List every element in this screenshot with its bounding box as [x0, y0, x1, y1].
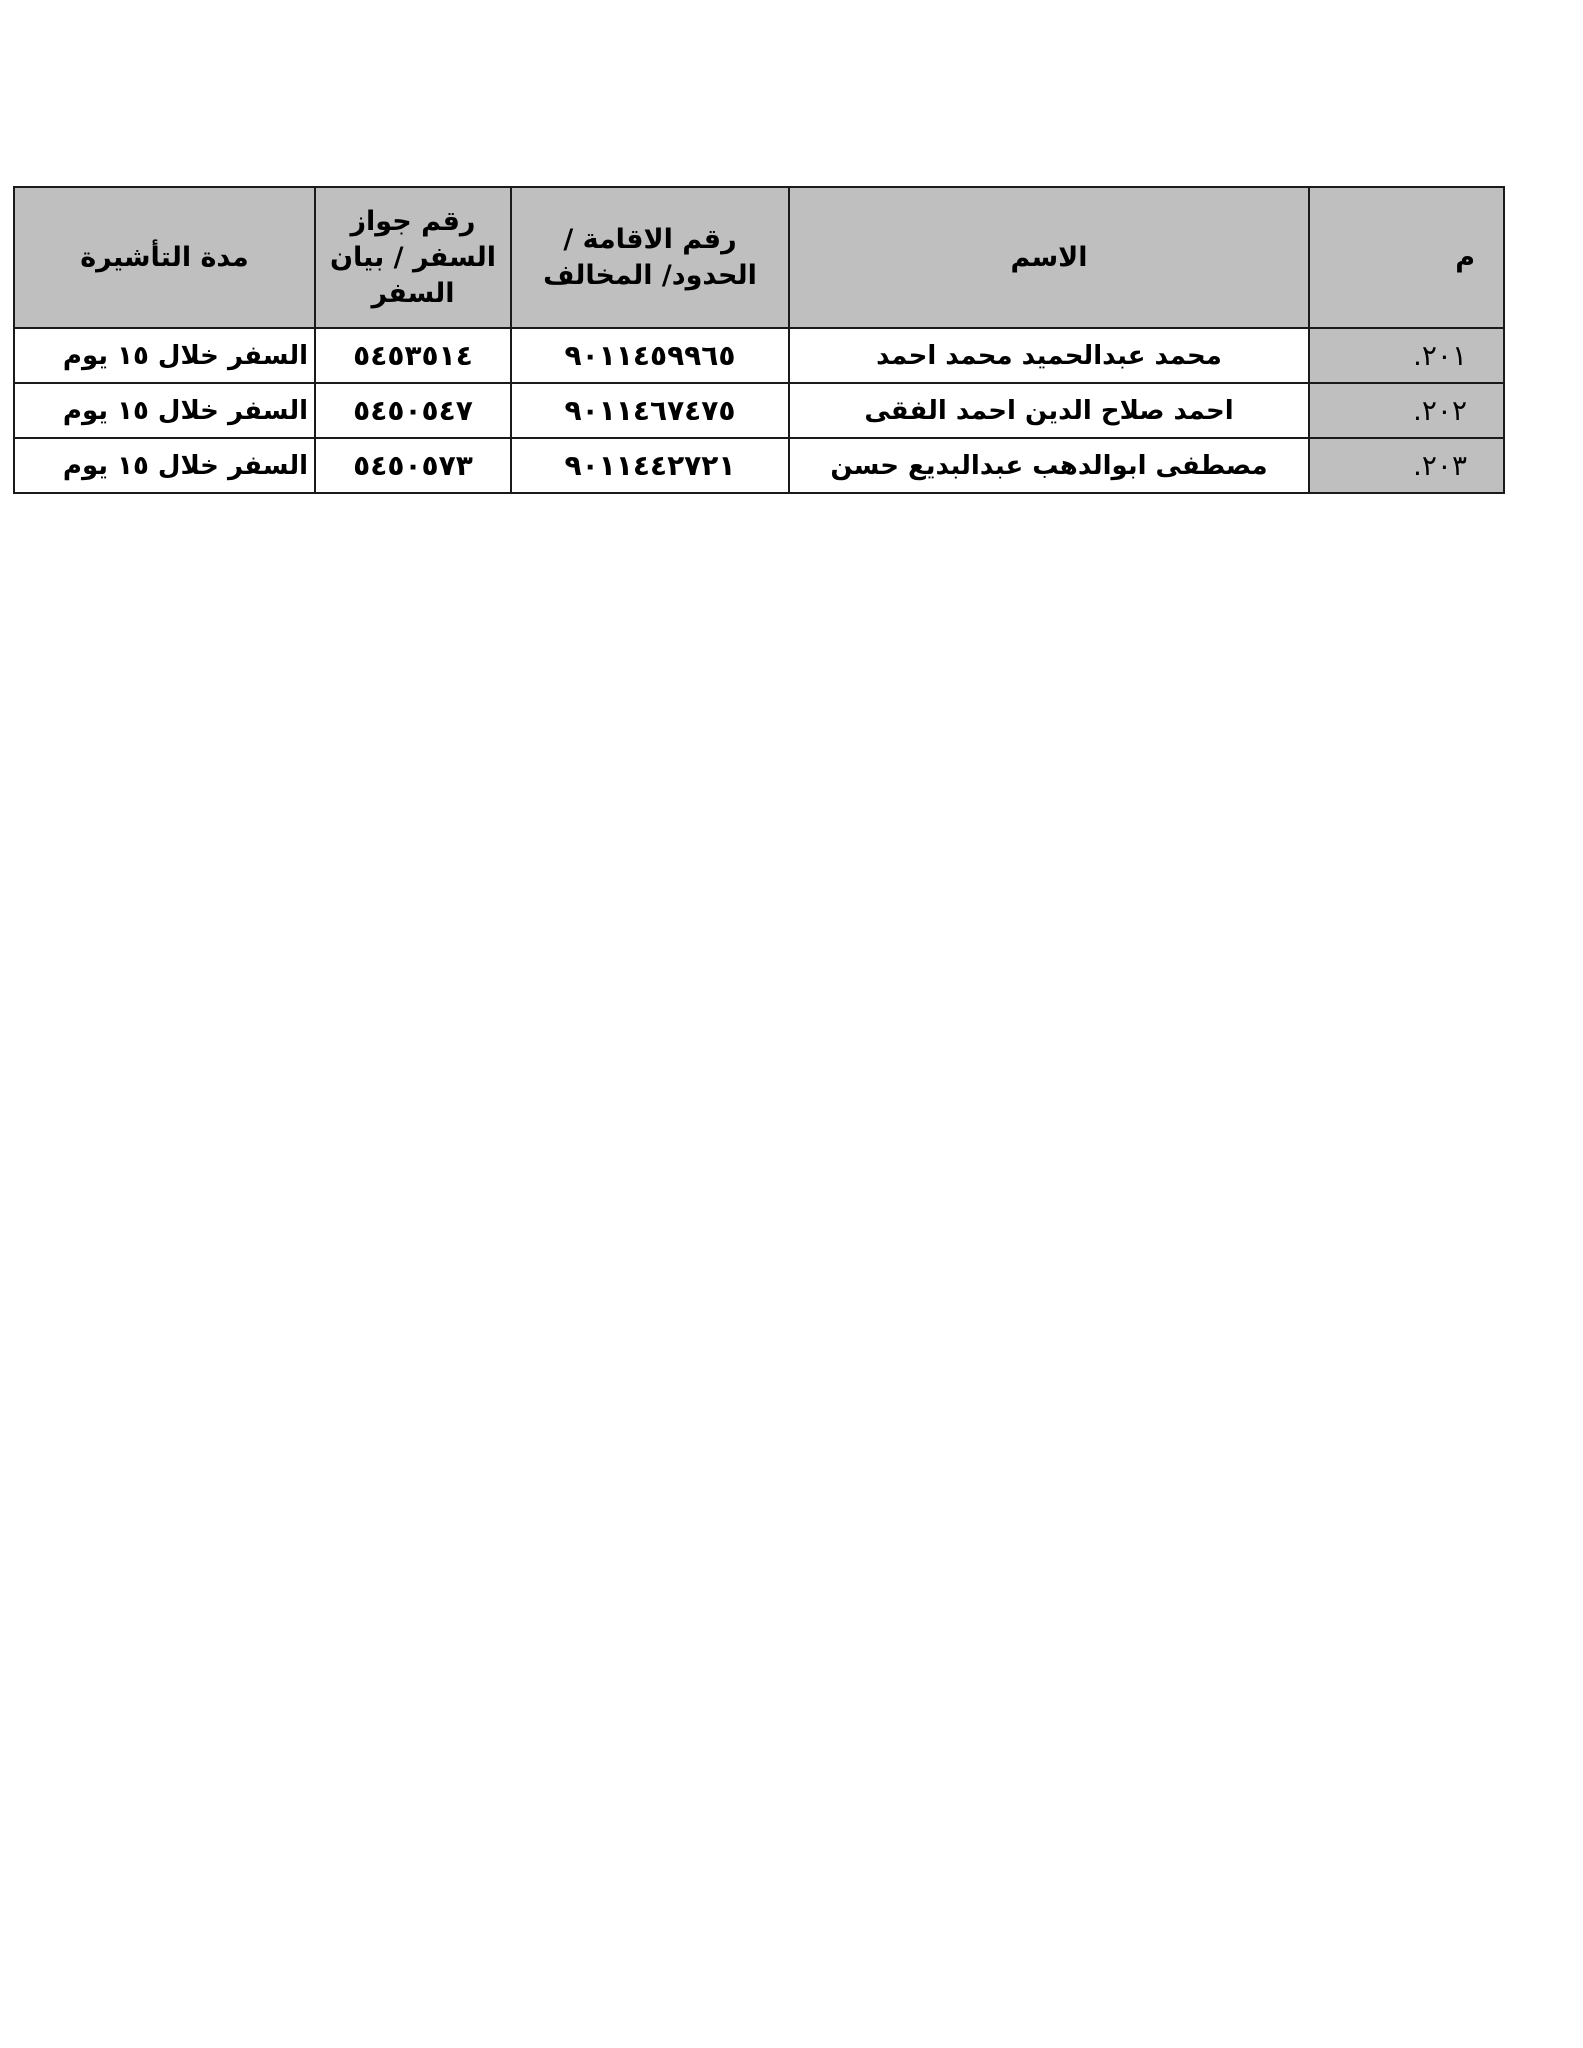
cell-serial: ٢٠١. [1309, 328, 1504, 383]
cell-passport-number: ٥٤٥٣٥١٤ [315, 328, 511, 383]
cell-visa-duration: السفر خلال ١٥ يوم [14, 438, 315, 493]
header-name: الاسم [789, 187, 1309, 328]
header-serial: م [1309, 187, 1504, 328]
cell-visa-duration: السفر خلال ١٥ يوم [14, 383, 315, 438]
cell-name: احمد صلاح الدين احمد الفقى [789, 383, 1309, 438]
table-body [14, 328, 1504, 493]
cell-residence-number: ٩٠١١٤٤٢٧٢١ [511, 438, 789, 493]
cell-passport-number: ٥٤٥٠٥٧٣ [315, 438, 511, 493]
header-visa-duration: مدة التأشيرة [14, 187, 315, 328]
cell-serial: ٢٠٢. [1309, 383, 1504, 438]
header-residence-number: رقم الاقامة / الحدود/ المخالف [511, 187, 789, 328]
header-row [14, 187, 1504, 328]
header-passport-number: رقم جواز السفر / بيان السفر [315, 187, 511, 328]
table-row [14, 328, 1504, 383]
travelers-table [13, 186, 1505, 494]
cell-residence-number: ٩٠١١٤٥٩٩٦٥ [511, 328, 789, 383]
table-header [14, 187, 1504, 328]
cell-name: محمد عبدالحميد محمد احمد [789, 328, 1309, 383]
cell-residence-number: ٩٠١١٤٦٧٤٧٥ [511, 383, 789, 438]
table-row [14, 438, 1504, 493]
cell-visa-duration: السفر خلال ١٥ يوم [14, 328, 315, 383]
table-row [14, 383, 1504, 438]
cell-name: مصطفى ابوالدهب عبدالبديع حسن [789, 438, 1309, 493]
cell-serial: ٢٠٣. [1309, 438, 1504, 493]
cell-passport-number: ٥٤٥٠٥٤٧ [315, 383, 511, 438]
